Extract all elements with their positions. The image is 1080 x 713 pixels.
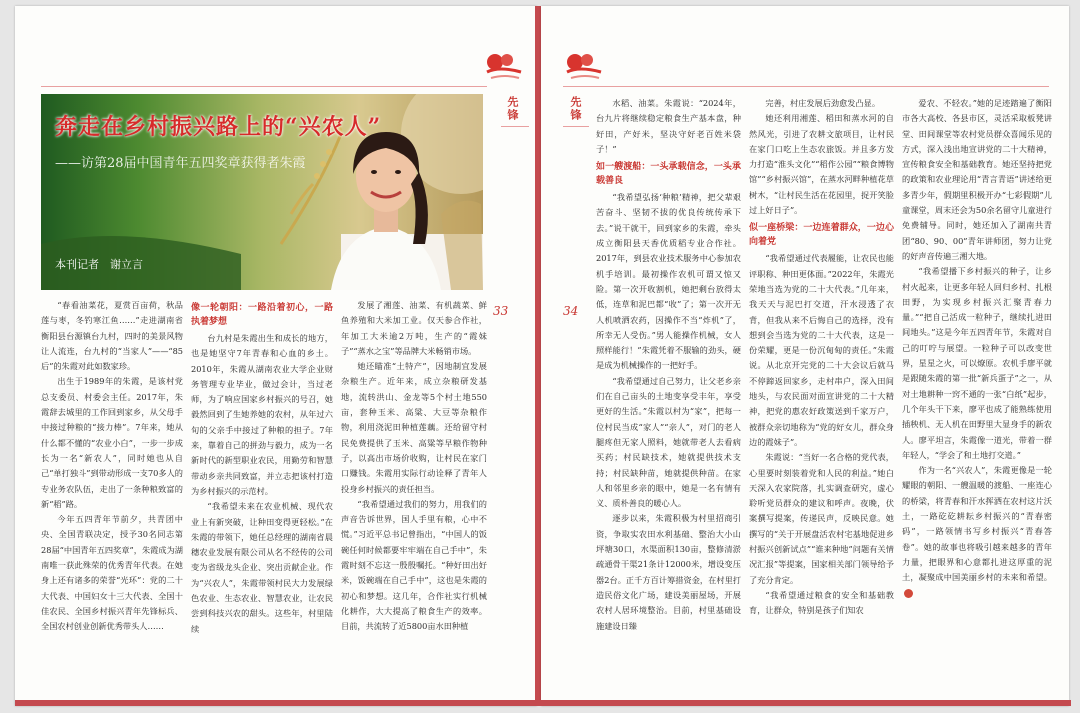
paragraph: 作为一名“兴农人”，朱霞更像是一轮耀眼的朝阳、一艘温暖的渡船、一座连心的桥梁，将青春和汗水挥洒在农村这片沃土，一路矻矻耕耘乡村振兴的“青春密码”，一路领情书写乡村振兴“青春答卷”。她的故事也将吸引越来越多的青年力量，把眼界和心意都扎进这厚重的泥土，凝聚成中国美丽乡村的未来和希望。: [902, 463, 1052, 601]
paragraph: 出生于1989年的朱霞，是该村党总支委员、村委会主任。2017年，朱霞辞去城里的工作回到家乡，从父母手中接过种粮的“接力棒”。7年来，她从什么都不懂的“农业小白”，一步一步成长为一名“新农人”，同时她也从自己“单打独斗”到带动形成一支70多人的专业务农队伍，走出了一条种粮致富的新“稻”路。: [41, 376, 183, 509]
paragraph: “我希望弘扬‘种粮’精神，把父辈艰苦奋斗、坚韧不拔的优良传统传承下去。”说干就干，回到家乡的朱霞，牵头成立衡阳县天香优质稻专业合作社。2017年，到县农业技术服务中心参加农机手培训。最初操作农机可谓又惊又险。第一次开收割机，她把剩台放得太低，连草和泥巴都“收”了；第一次开无人机喷洒农药，因操作不当“炸机”了，所幸无人受伤。”男人能操作机械，女人照样能行！”朱霞凭着不服输的劲头，硬是成为机械操作的一把好手。: [596, 192, 741, 371]
article-subtitle: ——访第28届中国青年五四奖章获得者朱霞: [55, 156, 306, 171]
paragraph: 爱农、不轻农。”她的足迹踏遍了衡阳市各大高校、各县市区，灵活采取板凳讲堂、田间课堂等农村党员群众喜闻乐见的方式，深入浅出地宣讲党的二十大精神，宣传粮食安全和基础教育。她还坚持把党的政策和农业理论用“青言青语”讲述给更多青少年，假期里积极开办“七彩假期”儿童课堂，周末还会为50余名留守儿童进行免费辅导。同时，她还加入了湖南共青团“80、90、00”青年讲师团，努力让党的好声音传遍三湘大地。: [902, 98, 1052, 261]
paragraph: 水稻、油菜。朱霞说：“2024年，台九片将继续稳定粮食生产基本盘，种好田，产好米，坚决守好老百姓米袋子！”: [596, 98, 741, 154]
paragraph: 今年五四青年节前夕，共青团中央、全国青联决定，授予30名同志第28届“中国青年五四奖章”，朱霞成为湖南唯一获此殊荣的优秀青年代表。在她身上还有诸多的荣誉“光环”：党的二十大代表、中国妇女十三大代表、全国十佳农民、全国乡村振兴青年先锋标兵、全国农村创业创新优秀带头人……: [41, 514, 183, 632]
article-title: 奔走在乡村振兴路上的“兴农人”: [55, 114, 382, 140]
paragraph: “我希望通过粮食的安全和基础教育，让群众，特别是孩子们知农: [749, 589, 894, 616]
paragraph: 朱霞说：“当好一名合格的党代表，心里要时刻装着党和人民的利益。”她白天深入农家院落，扎实调查研究，虚心聆听党员群众的建议和呼声。夜晚，伏案撰写提案，传递民声，反映民意。她撰写的“关于开展盘活农村宅基地促进乡村振兴创新试点”“谁来种地”问题有关情况汇报”等提案，国家相关部门领导给予了充分肯定。: [749, 452, 894, 585]
paragraph: “我希望通过自己努力，让父老乡亲们在自己亩头的土地变享受丰年，享受更好的生活。”朱霞以村为“家”，把每一位村民当成“家人”“亲人”，对门的老人腿疼但无家人照料，她就带老人去看病买药；村民缺技术，她就提供技术支持；村民缺种苗，她就提供种苗。在家人和邻里乡亲的眼中，她是一名有情有义、质朴善良的暖心人。: [596, 375, 741, 509]
paragraph: 她还利用湘莲、稻田和蒸水河的自然风光，引进了农耕文旅项目，让村民在家门口吃上生态农旅饭。并且多方发力打造“淮头文化”“稻作公园”“粮食博物馆”“乡村振兴馆”，在蒸水河畔种植花草树木，“让村民生活在花园里，捉开笑脸过上好日子”。: [749, 113, 894, 216]
paragraph: “我希望通过代表履能，让农民也能评职称、种田更体面。”2022年，朱霞光荣地当选为党的二十大代表。”几年来，我天天与泥巴打交道，汗水浸透了衣背，但我从来不后悔自己的选择，没有想到会当选为党的二十大代表，这是一份荣耀，更是一份沉甸甸的责任。”朱霞说。从北京开完党的二十大会议后就马不停蹄返回家乡，走村串户，深入田间地头，与农民面对面宣讲党的二十大精神，把党的惠农好政策送到千家万户，被群众亲切地称为“党的好女儿，群众身边的霞妹子”。: [749, 253, 894, 447]
left-page: [15, 6, 537, 706]
magazine-logo-icon: [563, 50, 605, 84]
magazine-spread: [15, 6, 1071, 706]
page-number: 33: [493, 304, 509, 318]
paragraph: 逐步以来，朱霞积极为村里招商引资，争取实农田水利基础、整治大小山坪塘30口，水渠面积130亩，整修清淤疏通骨干渠21条计12000米，增设变压器2台。正千方百计筹措资金，在村里打造民俗文化广场，建设美丽屋场，开展农村人居环境整治。目前，村里基础设施建设日臻: [596, 513, 741, 631]
paragraph: “我希望通过我们的努力，用我们的声音告诉世界，国人手里有粮，心中不慌。”习近平总书记曾指出，“中国人的饭碗任何时候都要牢牢端在自己手中”，朱霞时刻不忘这一殷殷嘱托。“种好田出好米，饭碗端在自己手中”，这也是朱霞的初心和梦想。这几年，合作社实行机械化耕作，大大提高了粮食生产的效率。目前，共流转了近5800亩水田种植: [341, 498, 487, 632]
hero-photo-banner: [41, 94, 483, 290]
paragraph: 发展了湘莲、油菜、有机蔬菜、鲜鱼养殖和大米加工业。仅天参合作社，年加工大米逾2万吨，生产的“霞妹子”“蒸水之宝”等品牌大米畅销市场。: [341, 300, 487, 356]
paragraph: “我希望播下乡村振兴的种子，让乡村火起来，让更多年轻人回归乡村、扎根田野，为实现乡村振兴汇聚青春力量。”“把自己活成一粒种子，继续扎进田间地头。”这是今年五四青年节，朱霞对自己的叮咛与展望。一粒种子可以改变世界，星星之火，可以燎原。农机手廖平就是跟随朱霞的第一批“新兵蛋子”之一，从对土地耕种一窍不通的一张“白纸”起步，几个年头干下来，廖平也成了能熟练使用插秧机、无人机在田野里大显身手的新农人。廖平坦言，朱霞像一道光，带着一群年轻人，“学会了和土地打交道。”: [902, 266, 1052, 460]
magazine-logo-icon: [483, 50, 525, 84]
page-number: 34: [563, 304, 579, 318]
section-label: 先锋: [569, 96, 582, 122]
bottom-band: [15, 700, 1071, 706]
paragraph: 她还瞄准“土特产”，因地制宜发展杂粮生产。近年来，成立杂粮研发基地，流转洪山、金龙等5个村土地550亩，套种玉米、高粱、大豆等杂粮作物，利用浇泥田种植莲藕。还给留守村民免费提供了玉米、高粱等早粮作物种子，以高出市场价收购，让村民在家门口赚钱。朱霞用实际行动诠释了青年人投身乡村振兴的责任担当。: [341, 361, 487, 494]
right-column-3: [902, 96, 1052, 696]
subheading: 如一艘渡船：一头承载信念，一头承载善良: [596, 162, 741, 187]
subheading: 像一轮朝阳：一路沿着初心，一路执着梦想: [191, 303, 333, 327]
left-column-2: [191, 298, 333, 698]
paragraph: 台九村是朱霞出生和成长的地方，也是她坚守7年青春和心血的乡土。2010年，朱霞从湖南农业大学企业财务管理专业毕业，做过会计，当过老师，为了响应国家乡村振兴的号召，她毅然回到了生她养她的农村，从年过六旬的父亲手中接过了种粮的担子。7年来，靠着自己的拼劲与毅力，成为一名新时代的新型职业农民，用勤劳和智慧带动乡亲共同致富，并立志把该村打造为乡村振兴的示范村。: [191, 333, 333, 496]
paragraph: “我希望未来在农业机械、现代农业上有新突破，让种田变得更轻松。”在朱霞的带领下，她任总经理的湖南省晨穗农业发展有限公司从名不经传的公司变为省级龙头企业、突出贡献企业。作为“兴农人”，朱霞带领村民大力发展绿色农业、生态农业、智慧农业，让农民尝到科技兴农的甜头。这些年，村里陆续: [191, 501, 333, 634]
right-page: [541, 6, 1069, 706]
section-label: 先锋: [506, 96, 519, 122]
right-column-1: [596, 96, 741, 696]
paragraph: 完善，村庄发展后劲愈发凸显。: [765, 98, 881, 108]
right-column-2: [749, 96, 894, 696]
left-column-1: [41, 298, 183, 698]
subheading: 似一座桥梁：一边连着群众，一边心向着党: [749, 223, 894, 248]
paragraph: “春看油菜花，夏赏百亩荷，秋品莲与枣，冬钓寒江鱼……”走进湖南省衡阳县台源镇台九村，四时的美景风物让人流连，台九村的“当家人”——“85后”的朱霞对此如数家珍。: [41, 300, 183, 372]
end-mark-icon: [904, 589, 913, 598]
left-column-3: [341, 298, 487, 698]
article-byline: 本刊记者 谢立言: [55, 258, 143, 271]
